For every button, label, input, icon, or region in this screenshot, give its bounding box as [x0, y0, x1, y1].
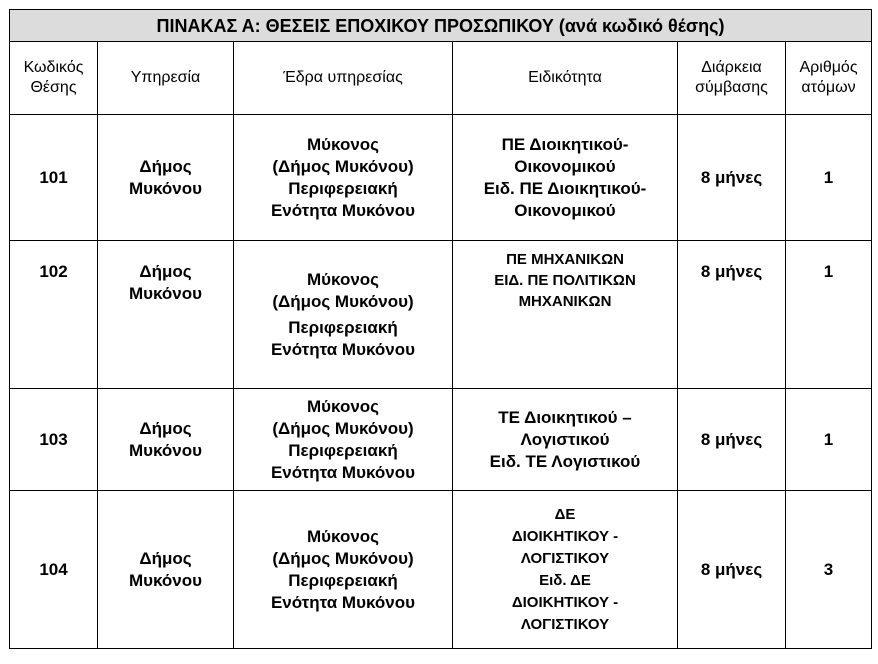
service-line: Δήμος	[139, 156, 192, 176]
seat-line: Ενότητα Μυκόνου	[270, 462, 416, 482]
persons-cell: 1	[786, 241, 872, 389]
specialty-line: Οικονομικού	[514, 200, 616, 220]
seat-line: (Δήμος Μυκόνου)	[272, 156, 414, 176]
seat-line: Ενότητα Μυκόνου	[270, 592, 416, 612]
code-cell: 104	[10, 491, 98, 649]
persons-cell: 3	[786, 491, 872, 649]
specialty-clip	[457, 249, 673, 307]
service-line: Μυκόνου	[128, 570, 203, 590]
specialty-line: Ειδ. ΤΕ Λογιστικού	[489, 451, 641, 471]
seat-line: Ενότητα Μυκόνου	[270, 339, 416, 359]
header-service	[98, 42, 234, 115]
header-code-line-1: Κωδικός	[23, 59, 84, 76]
service-line: Δήμος	[139, 262, 192, 281]
specialty-line: ΛΟΓΙΣΤΙΚΟΥ	[520, 549, 610, 567]
table-row	[10, 241, 872, 389]
specialty-line: ΕΙΔ. ΠΕ ΠΟΛΙΤΙΚΩΝ	[494, 272, 636, 289]
header-row	[10, 42, 872, 115]
header-specialty-line-1: Ειδικότητα	[528, 69, 602, 86]
header-duration-line-1: Διάρκεια	[701, 59, 762, 76]
service-cell	[98, 491, 234, 649]
table-title: ΠΙΝΑΚΑΣ Α: ΘΕΣΕΙΣ ΕΠΟΧΙΚΟΥ ΠΡΟΣΩΠΙΚΟΥ (ανά κωδικό θέσης)	[10, 10, 872, 42]
specialty-cell	[453, 491, 678, 649]
specialty-line: ΤΕ Διοικητικού –	[498, 407, 632, 427]
duration-cell: 8 μήνες	[678, 389, 786, 491]
header-specialty	[453, 42, 678, 115]
service-line: Δήμος	[139, 418, 192, 438]
specialty-line: ΠΕ Διοικητικού-	[501, 134, 629, 154]
duration-cell: 8 μήνες	[678, 241, 786, 389]
specialty-line: ΠΕ ΜΗΧΑΝΙΚΩΝ	[506, 251, 624, 268]
service-cell	[98, 389, 234, 491]
duration-cell: 8 μήνες	[678, 115, 786, 241]
table-row	[10, 389, 872, 491]
persons-cell: 1	[786, 115, 872, 241]
specialty-line: ΔΕ	[554, 505, 576, 523]
service-line: Μυκόνου	[128, 284, 203, 303]
specialty-line: Ειδ. ΠΕ Διοικητικού-	[483, 178, 647, 198]
header-duration	[678, 42, 786, 115]
specialty-line: Οικονομικού	[514, 156, 616, 176]
seat-cell	[234, 115, 453, 241]
seat-line: Ενότητα Μυκόνου	[270, 200, 416, 220]
service-line: Μυκόνου	[128, 440, 203, 460]
specialty-line: ΛΟΓΙΣΤΙΚΟΥ	[520, 615, 610, 633]
specialty-cell	[453, 115, 678, 241]
header-seat	[234, 42, 453, 115]
specialty-line: ΔΙΟΙΚΗΤΙΚΟΥ -	[511, 593, 619, 611]
seat-line: (Δήμος Μυκόνου)	[272, 418, 414, 438]
specialty-cell	[453, 241, 678, 389]
table-row	[10, 115, 872, 241]
seat-line: Μύκονος	[306, 269, 380, 289]
seat-cell	[234, 389, 453, 491]
specialty-line: Ειδ. ΔΕ	[539, 571, 591, 589]
seat-line: Περιφερειακή	[288, 317, 398, 337]
duration-cell: 8 μήνες	[678, 491, 786, 649]
code-cell: 102	[10, 241, 98, 389]
header-code	[10, 42, 98, 115]
seat-line: (Δήμος Μυκόνου)	[272, 291, 414, 311]
service-cell	[98, 115, 234, 241]
code-cell: 101	[10, 115, 98, 241]
service-line: Δήμος	[139, 548, 192, 568]
service-line: Μυκόνου	[128, 178, 203, 198]
specialty-line: Λογιστικού	[520, 429, 610, 449]
seat-line: Περιφερειακή	[288, 178, 398, 198]
seat-line: Περιφερειακή	[288, 570, 398, 590]
seat-line: Μύκονος	[306, 134, 380, 154]
seat-line: (Δήμος Μυκόνου)	[272, 548, 414, 568]
seat-line: Μύκονος	[306, 396, 380, 416]
specialty-line: ΔΙΟΙΚΗΤΙΚΟΥ -	[511, 527, 619, 545]
header-code-line-2: Θέσης	[30, 79, 77, 96]
seat-cell	[234, 241, 453, 389]
header-service-line-1: Υπηρεσία	[130, 69, 201, 86]
header-persons	[786, 42, 872, 115]
header-seat-line-1: Έδρα υπηρεσίας	[283, 69, 403, 86]
header-persons-line-2: ατόμων	[801, 79, 856, 96]
title-row	[10, 10, 872, 42]
seat-cell	[234, 491, 453, 649]
seat-line: Περιφερειακή	[288, 440, 398, 460]
persons-cell: 1	[786, 389, 872, 491]
table-row	[10, 491, 872, 649]
code-cell: 103	[10, 389, 98, 491]
specialty-line: ΜΗΧΑΝΙΚΩΝ	[518, 293, 612, 307]
service-cell	[98, 241, 234, 389]
positions-table-container	[9, 9, 872, 649]
seasonal-staff-positions-table	[9, 9, 872, 649]
header-persons-line-1: Αριθμός	[799, 59, 858, 76]
header-duration-line-2: σύμβασης	[695, 79, 768, 96]
specialty-cell	[453, 389, 678, 491]
seat-line: Μύκονος	[306, 526, 380, 546]
